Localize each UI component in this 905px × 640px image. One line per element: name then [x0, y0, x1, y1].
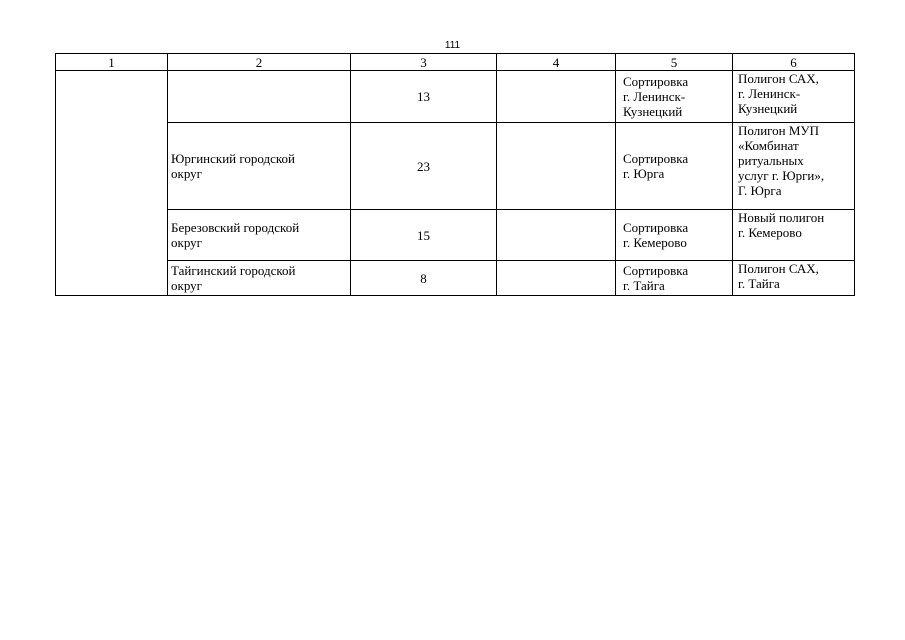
- table-row: [56, 210, 855, 261]
- table-row: [56, 71, 855, 123]
- district-cell: Березовский городской округ: [168, 210, 351, 261]
- sorting-cell: Сортировка г. Ленинск- Кузнецкий: [616, 71, 733, 123]
- column-header-5: 5: [616, 54, 733, 71]
- value-cell: 13: [351, 71, 497, 123]
- col4-cell: [497, 261, 616, 296]
- district-cell: Тайгинский городской округ: [168, 261, 351, 296]
- col4-cell: [497, 210, 616, 261]
- landfill-cell: Новый полигон г. Кемерово: [733, 210, 855, 261]
- landfill-cell: Полигон САХ, г. Ленинск- Кузнецкий: [733, 71, 855, 123]
- header-row: [56, 54, 855, 71]
- sorting-cell: Сортировка г. Юрга: [616, 123, 733, 210]
- district-cell: [168, 71, 351, 123]
- column-header-2: 2: [168, 54, 351, 71]
- landfill-cell: Полигон САХ, г. Тайга: [733, 261, 855, 296]
- col4-cell: [497, 71, 616, 123]
- col4-cell: [497, 123, 616, 210]
- value-cell: 8: [351, 261, 497, 296]
- column-header-1: 1: [56, 54, 168, 71]
- merged-region-cell: [56, 71, 168, 296]
- value-cell: 23: [351, 123, 497, 210]
- sorting-cell: Сортировка г. Тайга: [616, 261, 733, 296]
- page-number: 111: [444, 40, 461, 51]
- sorting-cell: Сортировка г. Кемерово: [616, 210, 733, 261]
- column-header-4: 4: [497, 54, 616, 71]
- column-header-3: 3: [351, 54, 497, 71]
- column-header-6: 6: [733, 54, 855, 71]
- table-row: [56, 123, 855, 210]
- value-cell: 15: [351, 210, 497, 261]
- district-cell: Юргинский городской округ: [168, 123, 351, 210]
- landfill-cell: Полигон МУП «Комбинат ритуальных услуг г. Юрги», Г. Юрга: [733, 123, 855, 210]
- data-table: [55, 53, 855, 296]
- table-row: [56, 261, 855, 296]
